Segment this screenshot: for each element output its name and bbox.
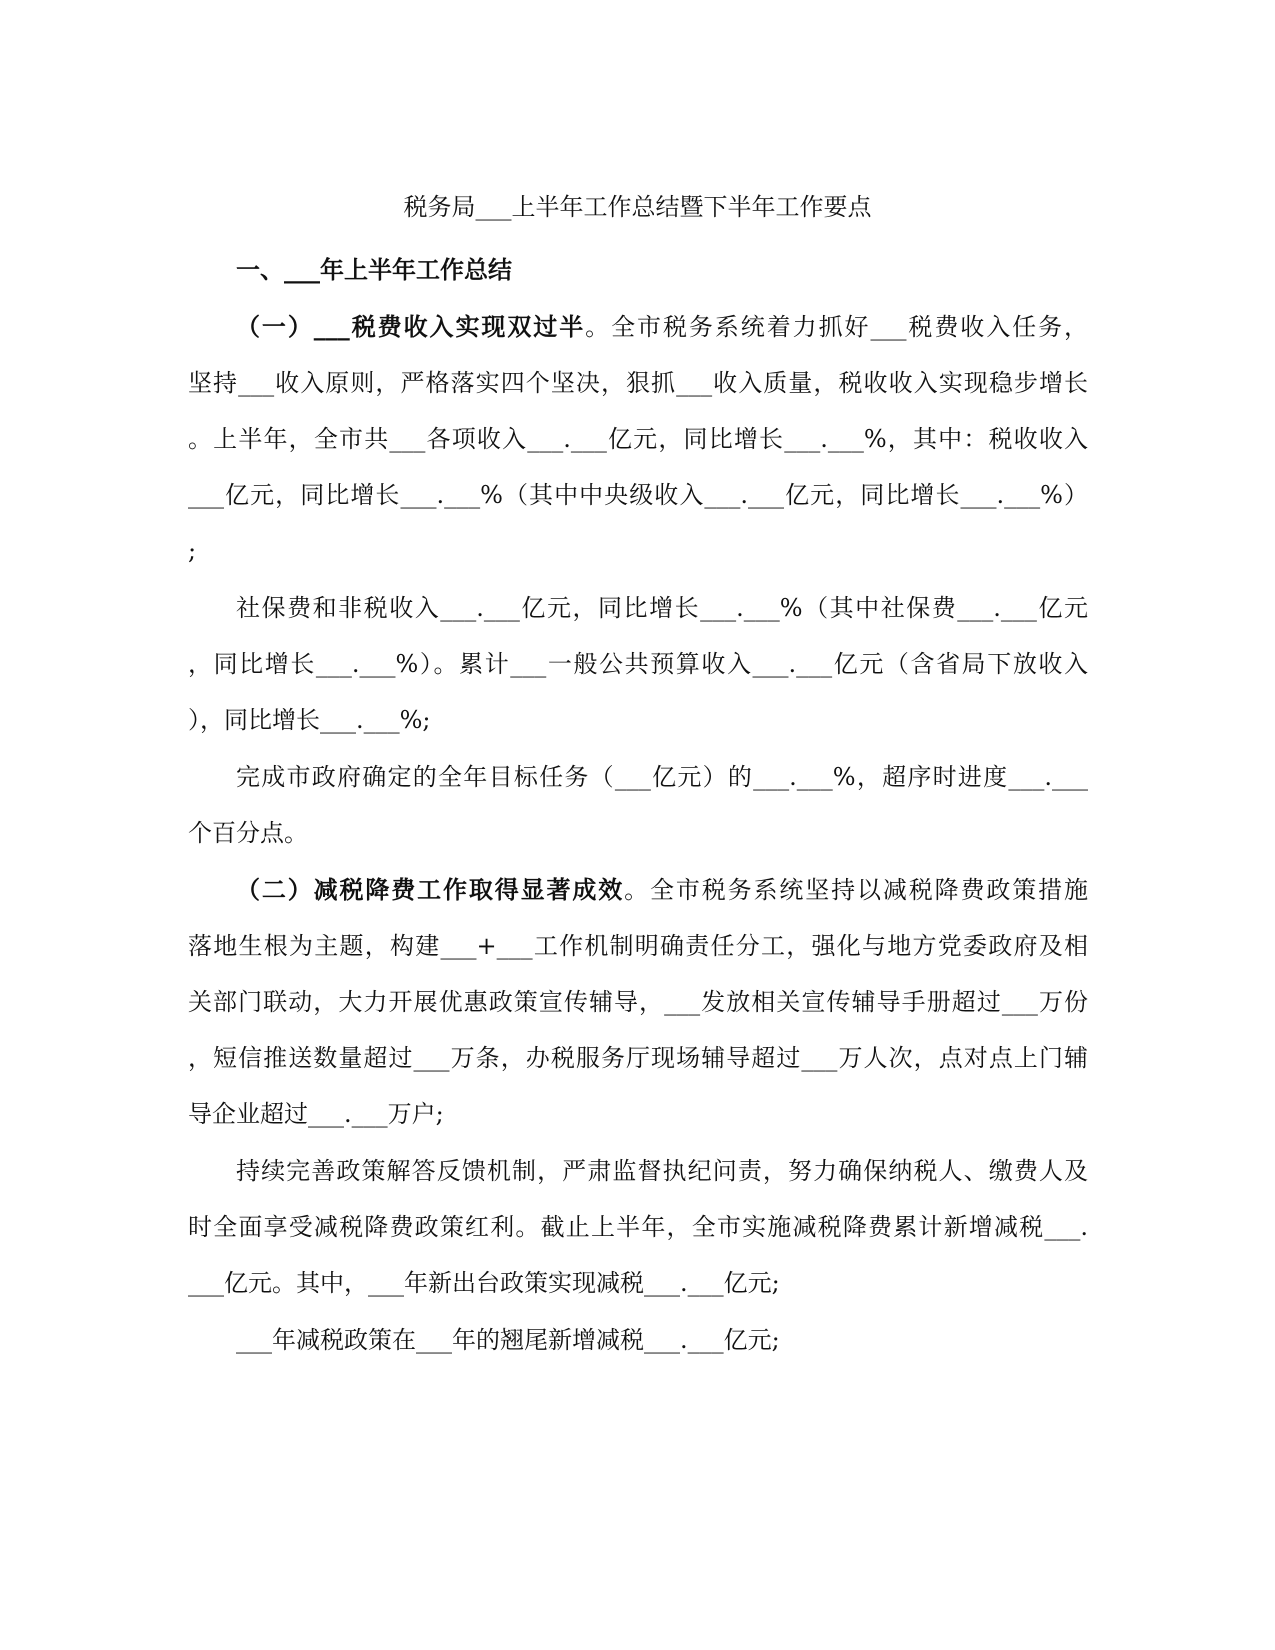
subsection-lead: （二）减税降费工作取得显著成效	[236, 875, 625, 904]
paragraph-line: ，同比增长___.___%）。累计___一般公共预算收入___.___亿元（含省局下放收入	[188, 650, 1088, 678]
paragraph-line: 社保费和非税收入___.___亿元，同比增长___.___%（其中社保费___.___亿元	[236, 594, 1088, 622]
paragraph-line	[236, 873, 1088, 907]
paragraph-line: 个百分点。	[188, 819, 308, 847]
paragraph-line: 坚持___收入原则，严格落实四个坚决，狠抓___收入质量，税收收入实现稳步增长	[188, 369, 1088, 397]
paragraph-line: ___年减税政策在___年的翘尾新增减税___.___亿元;	[236, 1326, 780, 1354]
paragraph-line: 。上半年，全市共___各项收入___.___亿元，同比增长___.___%，其中：税收收入	[188, 425, 1088, 453]
section-heading: 一、___年上半年工作总结	[236, 255, 512, 284]
paragraph-line: 完成市政府确定的全年目标任务（___亿元）的___.___%，超序时进度___.___	[236, 763, 1088, 791]
paragraph-line: 导企业超过___.___万户;	[188, 1100, 444, 1128]
paragraph-text: 。全市税务系统坚持以减税降费政策措施	[624, 876, 1088, 904]
paragraph-line: 持续完善政策解答反馈机制，严肃监督执纪问责，努力确保纳税人、缴费人及	[236, 1157, 1088, 1185]
paragraph-line: ，短信推送数量超过___万条，办税服务厅现场辅导超过___万人次，点对点上门辅	[188, 1044, 1088, 1072]
paragraph-line: ___亿元。其中，___年新出台政策实现减税___.___亿元;	[188, 1269, 780, 1297]
subsection-lead: （一）___税费收入实现双过半	[236, 312, 586, 341]
document-title: 税务局___上半年工作总结暨下半年工作要点	[403, 193, 872, 221]
paragraph-line: ），同比增长___.___%;	[188, 706, 431, 734]
paragraph-line	[236, 310, 1088, 344]
paragraph-line: 时全面享受减税降费政策红利。截止上半年，全市实施减税降费累计新增减税___.	[188, 1213, 1088, 1241]
paragraph-line: 关部门联动，大力开展优惠政策宣传辅导，___发放相关宣传辅导手册超过___万份	[188, 988, 1088, 1016]
paragraph-line: ;	[188, 537, 197, 565]
paragraph-text: 。全市税务系统着力抓好___税费收入任务，	[585, 313, 1089, 341]
paragraph-line: 落地生根为主题，构建___+___工作机制明确责任分工，强化与地方党委政府及相	[188, 932, 1088, 960]
paragraph-line: ___亿元，同比增长___.___%（其中中央级收入___.___亿元，同比增长___.___%）	[188, 481, 1088, 509]
